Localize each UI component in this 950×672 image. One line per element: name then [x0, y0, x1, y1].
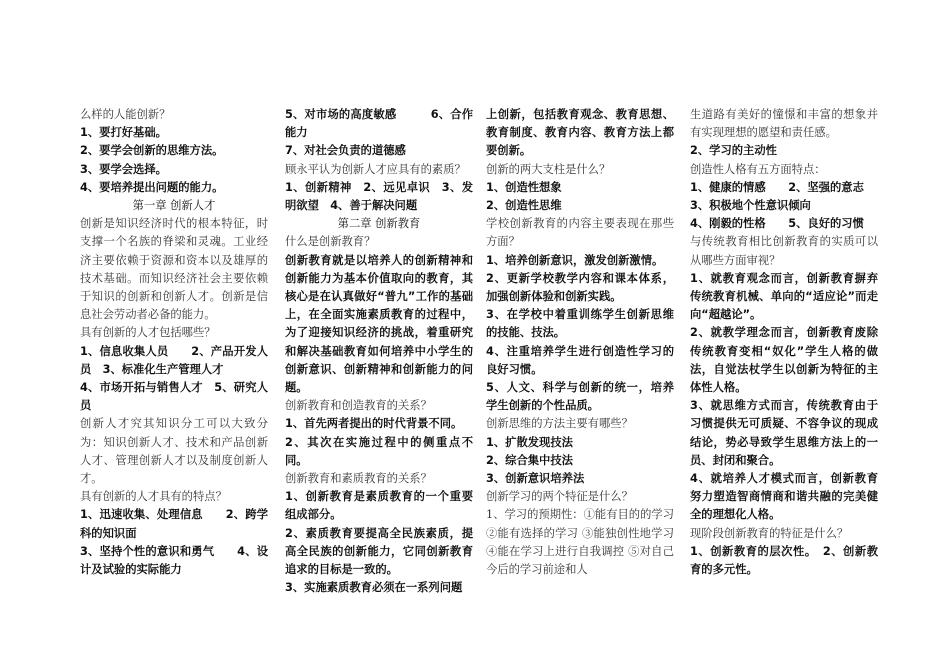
question: 创新的两大支柱是什么？: [486, 162, 611, 176]
question: 创造性人格有五方面特点：: [690, 162, 826, 176]
answer-line: 3、就思维方式而言，传统教育由于习惯提供无可质疑、不容争议的现成结论，势必导致学生思维方法上的一员、封闭和聚合。: [690, 399, 878, 467]
text-column-3: [486, 106, 674, 579]
text-column-1: [80, 106, 268, 579]
chapter-heading: 第一章 创新人才: [132, 199, 216, 213]
answer-line: 2、创造性思维: [486, 199, 562, 213]
answer-line: 1、迅速收集、处理信息 2、跨学科的知识面: [80, 508, 268, 540]
chapter-heading: 第二章 创新教育: [337, 217, 421, 231]
answer-line: 1、就教育观念而言，创新教育摒弃传统教育机械、单向的“适应论”而走向“超越论”。: [690, 271, 878, 322]
question: 创新教育和素质教育的关系？: [285, 472, 432, 486]
answer-line: 7、对社会负责的道德感: [285, 144, 406, 158]
answer-line: 2、就教学理念而言，创新教育废除传统教育变相“奴化”学生人格的做法，自觉法杖学生以创新为特征的主体性人格。: [690, 326, 878, 395]
answer-line: 上创新，包括教育观念、教育思想、教育制度、教育内容、教育方法上都要创新。: [486, 108, 674, 158]
body-paragraph: 创新人才究其知识分工可以大致分为：知识创新人才、技术和产品创新人才、管理创新人才以及制度创新人才。: [80, 417, 268, 486]
question: 具有创新的人才具有的特点？: [80, 490, 227, 504]
answer-line: 5、对市场的高度敏感 6、合作能力: [285, 108, 473, 140]
answer-line: 2、更新学校教学内容和课本体系，加强创新体验和创新实践。: [486, 271, 674, 304]
question: 创新教育和创造教育的关系？: [285, 399, 432, 413]
answer-line: 3、创新意识培养法: [486, 472, 585, 486]
answer-line: 4、市场开拓与销售人才 5、研究人员: [80, 381, 268, 413]
answer-line: 2、综合集中技法: [486, 453, 573, 467]
text-column-4: [690, 106, 878, 579]
question: 顾永平认为创新人才应具有的素质？: [285, 162, 466, 176]
answer-line: 1、学习的预期性：①能有目的的学习 ②能有选择的学习 ③能独创性地学习 ④能在学习上进行自我调控 ⑤对自己今后的学习前途和人: [486, 508, 674, 577]
question: 学校创新教育的内容主要表现在那些方面？: [486, 217, 674, 249]
answer-line: 2、要学会创新的思维方法。: [80, 144, 224, 158]
answer-line: 3、积极地个性意识倾向: [690, 199, 811, 213]
answer-line: 1、健康的情感 2、坚强的意志: [690, 180, 864, 194]
answer-line: 1、创新教育的层次性。 2、创新教育的多元性。: [690, 544, 878, 577]
question: 创新思维的方法主要有哪些？: [486, 417, 633, 431]
answer-line: 2、其次在实施过程中的侧重点不同。: [285, 435, 473, 467]
answer-line: 4、就培养人才模式而言，创新教育努力塑造智商情商和谐共融的完美健全的理想化人格。: [690, 472, 878, 522]
answer-line: 1、信息收集人员 2、产品开发人员 3、标准化生产管理人才: [80, 344, 268, 376]
body-paragraph: 创新是知识经济时代的根本特征，时支撑一个名族的脊梁和灵魂。工业经济主要依赖于资源和资本以及雄厚的技术基础。而知识经济社会主要依赖于知识的创新和创新人才。创新是信息社会劳动者必备的能力。: [80, 217, 268, 322]
answer-line: 4、要培养提出问题的能力。: [80, 180, 224, 194]
answer-line: 4、刚毅的性格 5、良好的习惯: [690, 217, 864, 231]
question: 与传统教育相比创新教育的实质可以从哪些方面审视？: [690, 235, 878, 267]
answer-line: 1、培养创新意识，激发创新激情。: [486, 253, 664, 267]
answer-line: 3、坚持个性的意识和勇气 4、设计及试验的实际能力: [80, 544, 268, 577]
question: 现阶段创新教育的特征是什么？: [690, 526, 849, 540]
answer-line: 4、注重培养学生进行创造性学习的良好习惯。: [486, 344, 674, 376]
answer-line: 1、创新精神 2、远见卓识 3、发明欲望 4、善于解决问题: [285, 180, 473, 213]
answer-line: 3、要学会选择。: [80, 162, 167, 176]
answer-line: 1、首先两者提出的时代背景不同。: [285, 417, 463, 431]
answer-line: 1、要打好基础。: [80, 126, 167, 140]
answer-line: 1、创造性想象: [486, 180, 562, 194]
answer-line: 1、扩散发现技法: [486, 435, 573, 449]
text-column-2: [285, 106, 473, 597]
question: 什么是创新教育？: [285, 235, 376, 249]
question: 具有创新的人才包括哪些？: [80, 326, 216, 340]
body-paragraph: 创新教育就是以培养人的创新精神和创新能力为基本价值取向的教育，其核心是在认真做好“普九”工作的基础上，在全面实施素质教育的过程中，为了迎接知识经济的挑战，着重研究和解决基础教育如何培养中小学生的创新意识、创新精神和创新能力的问题。: [285, 253, 473, 395]
answer-line: 1、创新教育是素质教育的一个重要组成部分。: [285, 490, 473, 522]
question: 么样的人能创新？: [80, 108, 171, 121]
answer-line: 2、素质教育要提高全民族素质，提高全民族的创新能力，它同创新教育追求的目标是一致的。: [285, 526, 473, 577]
answer-line: 3、实施素质教育必须在一系列问题: [285, 581, 463, 595]
answer-line: 3、在学校中着重训练学生创新思维的技能、技法。: [486, 308, 674, 340]
answer-line: 5、人文、科学与创新的统一，培养学生创新的个性品质。: [486, 381, 674, 413]
answer-line: 2、学习的主动性: [690, 144, 777, 158]
question: 创新学习的两个特征是什么？: [486, 490, 633, 504]
body-paragraph: 生道路有美好的憧憬和丰富的想象并有实现理想的愿望和责任感。: [690, 108, 878, 140]
